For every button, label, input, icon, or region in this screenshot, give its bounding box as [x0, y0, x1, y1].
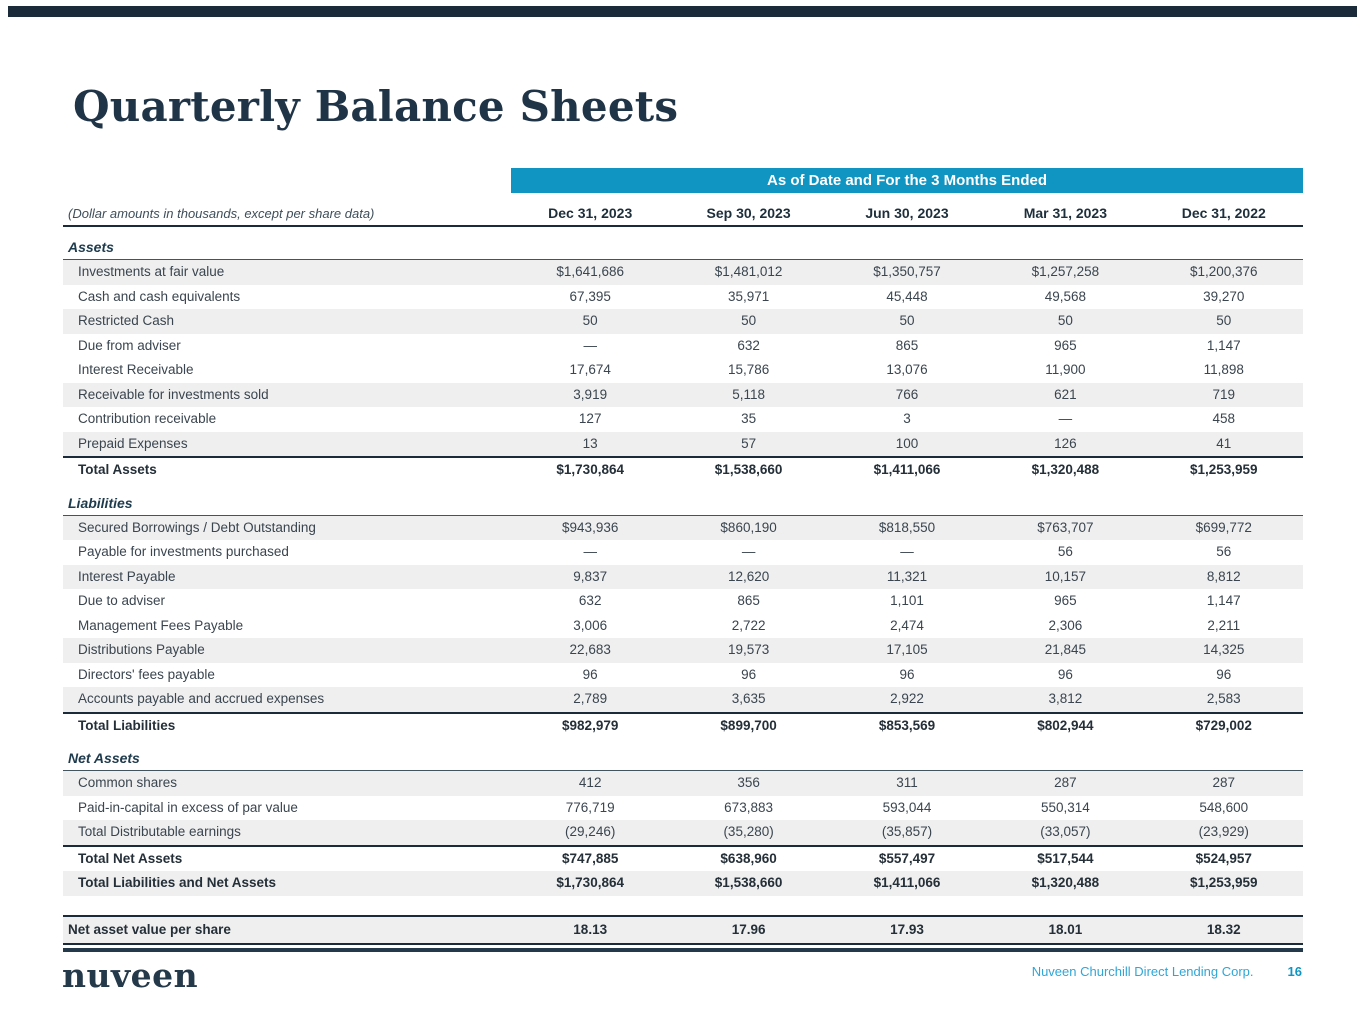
- nuveen-logo: nuveen: [62, 956, 199, 995]
- column-header: Dec 31, 2022: [1181, 205, 1266, 221]
- cell: 9,837: [573, 568, 608, 584]
- footer-company: Nuveen Churchill Direct Lending Corp.: [1031, 964, 1254, 979]
- cell: 1,101: [890, 593, 924, 608]
- cell: 21,845: [1044, 642, 1087, 657]
- cell: 5,118: [732, 386, 765, 402]
- cell: $899,700: [720, 717, 777, 733]
- row-label: Cash and cash equivalents: [78, 288, 241, 304]
- table-row: [63, 260, 1303, 285]
- row-label: Total Net Assets: [78, 850, 183, 866]
- cell: —: [583, 544, 597, 559]
- cell: 14,325: [1203, 642, 1245, 657]
- row-label: Net asset value per share: [68, 921, 231, 937]
- cell: 96: [1057, 666, 1073, 682]
- cell: 18.13: [573, 921, 608, 937]
- cell: —: [583, 337, 597, 353]
- cell: $802,944: [1037, 717, 1094, 733]
- table-row: [63, 383, 1303, 408]
- row-label: Interest Payable: [78, 568, 176, 584]
- cell: 56: [1216, 544, 1232, 559]
- table-row: [63, 614, 1303, 639]
- cell: $818,550: [878, 519, 936, 535]
- column-header: Mar 31, 2023: [1023, 205, 1108, 221]
- balance-sheet-table: [63, 168, 1303, 945]
- cell: 2,922: [890, 691, 924, 706]
- cell: 45,448: [886, 288, 928, 304]
- cell: 2,583: [1206, 691, 1241, 706]
- cell: 3,635: [731, 691, 766, 706]
- cell: 41: [1216, 435, 1232, 451]
- table-row: [63, 456, 1303, 483]
- cell: 8,812: [1206, 568, 1241, 584]
- cell: $1,411,066: [873, 462, 941, 477]
- cell: 67,395: [569, 288, 611, 304]
- row-label: Total Liabilities: [78, 717, 176, 733]
- table-row: [63, 687, 1303, 712]
- cell: —: [1058, 411, 1073, 426]
- cell: 35: [741, 411, 757, 426]
- cell: 311: [896, 775, 918, 790]
- cell: 96: [1216, 666, 1232, 682]
- table-row: [63, 871, 1303, 896]
- cell: 13,076: [886, 362, 928, 377]
- cell: $1,253,959: [1189, 875, 1258, 890]
- cell: 287: [1212, 775, 1236, 790]
- cell: 2,474: [890, 617, 924, 633]
- row-label: Paid-in-capital in excess of par value: [78, 799, 298, 815]
- cell: 548,600: [1199, 799, 1249, 815]
- cell: $1,481,012: [714, 264, 783, 279]
- column-header: Dec 31, 2023: [548, 205, 633, 221]
- cell: 2,789: [573, 691, 608, 706]
- cell: (35,857): [881, 824, 933, 839]
- footer-right: [1032, 964, 1302, 979]
- cell: 3,919: [573, 386, 608, 402]
- cell: 458: [1212, 411, 1236, 426]
- row-label: Accounts payable and accrued expenses: [78, 691, 325, 706]
- cell: $982,979: [562, 717, 619, 733]
- cell: 57: [741, 435, 757, 451]
- cell: $747,885: [562, 850, 619, 866]
- table-row: [63, 589, 1303, 614]
- table-row: [63, 407, 1303, 432]
- cell: 22,683: [569, 642, 611, 657]
- cell: 2,722: [731, 617, 766, 633]
- cell: 412: [578, 775, 602, 790]
- row-label: Distributions Payable: [78, 642, 205, 657]
- cell: —: [900, 544, 914, 559]
- cell: $699,772: [1195, 519, 1252, 535]
- table-row: [63, 796, 1303, 821]
- cell: $1,257,258: [1031, 264, 1100, 279]
- table-row: [63, 540, 1303, 565]
- cell: 50: [1057, 313, 1073, 328]
- cell: $853,569: [878, 717, 936, 733]
- cell: $1,253,959: [1189, 462, 1258, 477]
- cell: $1,538,660: [714, 462, 783, 477]
- row-label: Management Fees Payable: [78, 617, 244, 633]
- cell: 865: [895, 337, 919, 353]
- table-row: [63, 917, 1303, 943]
- cell: 13: [582, 435, 598, 451]
- top-accent-bar: [8, 6, 1357, 17]
- cell: $1,730,864: [556, 875, 624, 890]
- cell: 356: [737, 775, 760, 790]
- cell: (33,057): [1040, 824, 1091, 839]
- table-row: [63, 358, 1303, 383]
- table-row: [63, 663, 1303, 688]
- table-body: [63, 236, 1303, 896]
- cell: $943,936: [562, 519, 619, 535]
- column-header-row: [63, 193, 1303, 227]
- column-header: Sep 30, 2023: [706, 205, 791, 221]
- cell: 865: [737, 593, 760, 608]
- cell: 15,786: [727, 362, 770, 377]
- cell: 10,157: [1044, 568, 1087, 584]
- row-label: Total Distributable earnings: [78, 824, 241, 839]
- cell: $1,538,660: [714, 875, 783, 890]
- cell: 3: [903, 411, 911, 426]
- cell: 39,270: [1203, 288, 1245, 304]
- cell: 12,620: [727, 568, 770, 584]
- cell: $1,411,066: [873, 875, 941, 890]
- cell: 766: [895, 386, 919, 402]
- table-row: [63, 565, 1303, 590]
- cell: 17.96: [731, 921, 766, 937]
- cell: 35,971: [727, 288, 770, 304]
- row-label: Investments at fair value: [78, 264, 225, 279]
- row-label: Total Liabilities and Net Assets: [78, 875, 277, 890]
- cell: $860,190: [720, 519, 777, 535]
- row-label: Common shares: [78, 775, 178, 790]
- cell: 965: [1054, 593, 1077, 608]
- cell: $1,320,488: [1031, 462, 1100, 477]
- table-row: [63, 516, 1303, 541]
- cell: $638,960: [720, 850, 777, 866]
- footer-rule: [63, 948, 1303, 952]
- cell: 2,306: [1048, 617, 1083, 633]
- row-label: Contribution receivable: [78, 411, 217, 426]
- page-title: Quarterly Balance Sheets: [73, 82, 679, 131]
- cell: 56: [1057, 544, 1073, 559]
- cell: 550,314: [1040, 799, 1090, 815]
- cell: $1,730,864: [556, 462, 624, 477]
- cell: $517,544: [1037, 850, 1094, 866]
- cell: 17,105: [886, 642, 928, 657]
- cell: 127: [578, 411, 602, 426]
- section-header: Net Assets: [63, 747, 1303, 771]
- cell: 50: [899, 313, 915, 328]
- column-header: Jun 30, 2023: [865, 205, 949, 221]
- cell: 719: [1212, 386, 1236, 402]
- cell: 632: [578, 593, 602, 608]
- cell: $524,957: [1195, 850, 1252, 866]
- table-row: [63, 712, 1303, 739]
- nav-per-share-block: [63, 915, 1303, 945]
- section-header: Assets: [63, 236, 1303, 260]
- row-label: Directors' fees payable: [78, 666, 215, 682]
- cell: 19,573: [727, 642, 770, 657]
- table-row: [63, 334, 1303, 359]
- cell: 11,900: [1045, 362, 1086, 377]
- cell: 50: [582, 313, 598, 328]
- cell: $1,200,376: [1189, 264, 1258, 279]
- row-label: Restricted Cash: [78, 313, 175, 328]
- cell: 17,674: [569, 362, 611, 377]
- row-label: Interest Receivable: [78, 362, 194, 377]
- cell: 621: [1054, 386, 1077, 402]
- cell: 2,211: [1207, 617, 1241, 633]
- row-label: Prepaid Expenses: [78, 435, 188, 451]
- cell: 17.93: [890, 921, 924, 937]
- units-note: (Dollar amounts in thousands, except per share data): [68, 206, 375, 221]
- row-label: Secured Borrowings / Debt Outstanding: [78, 519, 316, 535]
- cell: $1,350,757: [873, 264, 941, 279]
- table-row: [63, 638, 1303, 663]
- cell: $763,707: [1037, 519, 1094, 535]
- row-label: Due to adviser: [78, 593, 166, 608]
- cell: 3,812: [1048, 691, 1083, 706]
- cell: 673,883: [724, 799, 773, 815]
- table-row: [63, 845, 1303, 872]
- page-number: 16: [1287, 964, 1302, 979]
- cell: 100: [895, 435, 919, 451]
- cell: 96: [741, 666, 757, 682]
- cell: (29,246): [565, 824, 616, 839]
- row-label: Due from adviser: [78, 337, 181, 353]
- cell: 126: [1054, 435, 1077, 451]
- table-banner: As of Date and For the 3 Months Ended: [511, 168, 1303, 193]
- cell: $1,320,488: [1031, 875, 1100, 890]
- cell: 50: [741, 313, 757, 328]
- cell: (23,929): [1198, 824, 1249, 839]
- section-header: Liabilities: [63, 492, 1303, 516]
- cell: 96: [582, 666, 598, 682]
- cell: —: [741, 544, 756, 559]
- cell: 3,006: [573, 617, 608, 633]
- cell: (35,280): [723, 824, 774, 839]
- cell: $557,497: [878, 850, 936, 866]
- table-row: [63, 285, 1303, 310]
- cell: 50: [1216, 313, 1232, 328]
- cell: 49,568: [1044, 288, 1087, 304]
- table-row: [63, 771, 1303, 796]
- cell: $729,002: [1195, 717, 1252, 733]
- row-label: Payable for investments purchased: [78, 544, 289, 559]
- table-row: [63, 820, 1303, 845]
- cell: $1,641,686: [556, 264, 624, 279]
- cell: 1,147: [1206, 337, 1241, 353]
- cell: 776,719: [565, 799, 615, 815]
- cell: 18.01: [1048, 921, 1083, 937]
- cell: 287: [1054, 775, 1077, 790]
- table-row: [63, 432, 1303, 457]
- table-row: [63, 309, 1303, 334]
- row-label: Receivable for investments sold: [78, 386, 269, 402]
- row-label: Total Assets: [78, 462, 157, 477]
- cell: 18.32: [1206, 921, 1241, 937]
- cell: 96: [899, 666, 915, 682]
- cell: 632: [737, 337, 760, 353]
- cell: 11,321: [886, 568, 928, 584]
- cell: 965: [1054, 337, 1077, 353]
- cell: 11,898: [1203, 362, 1244, 377]
- cell: 593,044: [882, 799, 932, 815]
- cell: 1,147: [1206, 593, 1241, 608]
